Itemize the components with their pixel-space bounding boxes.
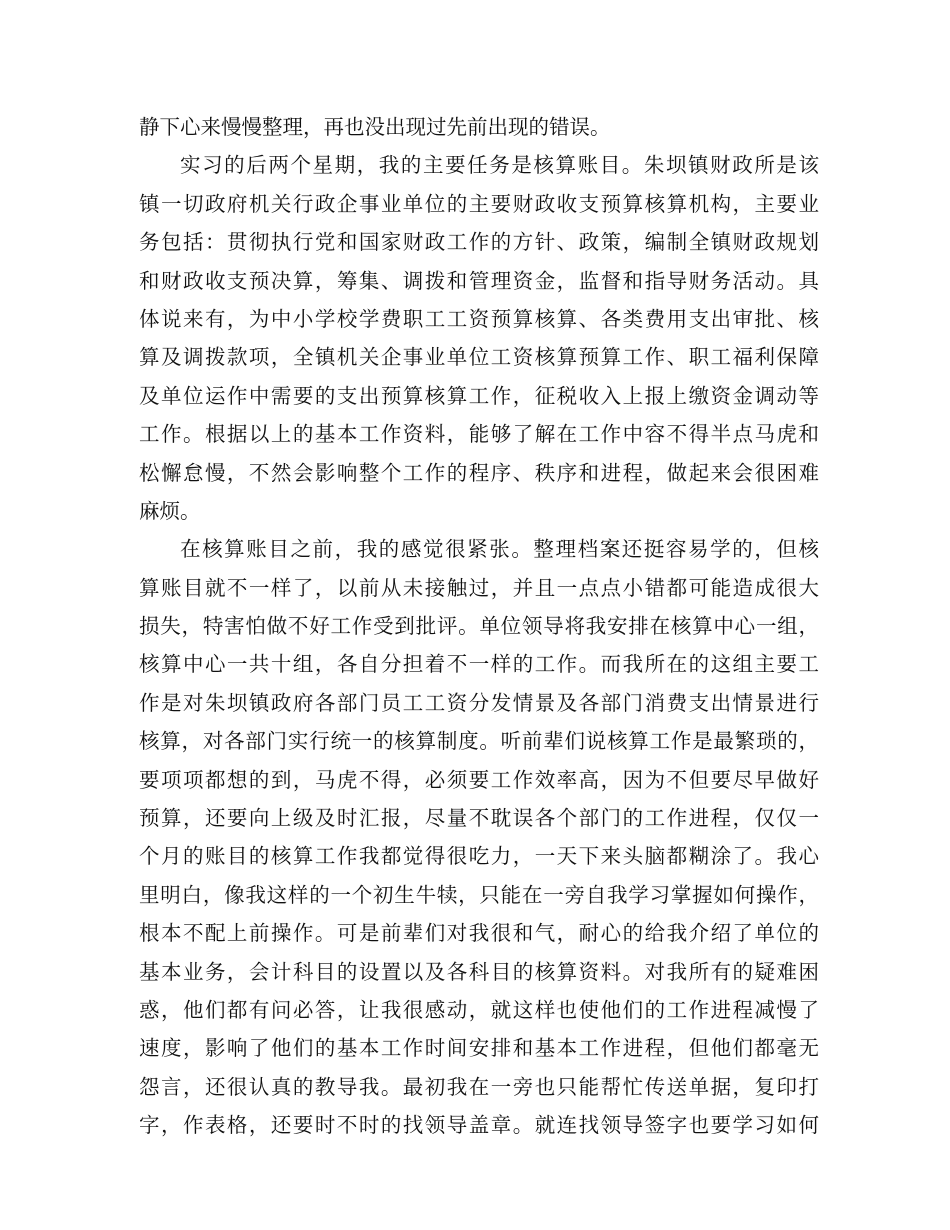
text-line: 实习的后两个星期，我的主要任务是核算账目。朱坝镇财政所是该 bbox=[180, 153, 819, 178]
text-line: 和财政收支预决算，筹集、调拨和管理资金，监督和指导财务活动。具 bbox=[139, 268, 819, 293]
text-line: 及单位运作中需要的支出预算核算工作，征税收入上报上缴资金调动等 bbox=[139, 383, 819, 408]
text-line: 麻烦。 bbox=[139, 498, 201, 523]
text-line: 核算，对各部门实行统一的核算制度。听前辈们说核算工作是最繁琐的， bbox=[139, 729, 819, 754]
text-line: 镇一切政府机关行政企事业单位的主要财政收支预算核算机构，主要业 bbox=[139, 191, 819, 216]
text-line: 务包括：贯彻执行党和国家财政工作的方针、政策，编制全镇财政规划 bbox=[139, 230, 819, 255]
text-line: 要项项都想的到，马虎不得，必须要工作效率高，因为不但要尽早做好 bbox=[139, 767, 819, 792]
text-line: 个月的账目的核算工作我都觉得很吃力，一天下来头脑都糊涂了。我心 bbox=[139, 844, 819, 869]
text-line: 预算，还要向上级及时汇报，尽量不耽误各个部门的工作进程，仅仅一 bbox=[139, 806, 819, 831]
text-line: 基本业务，会计科目的设置以及各科目的核算资料。对我所有的疑难困 bbox=[139, 959, 819, 984]
text-line: 在核算账目之前，我的感觉很紧张。整理档案还挺容易学的，但核 bbox=[180, 537, 819, 562]
text-line: 静下心来慢慢整理，再也没出现过先前出现的错误。 bbox=[139, 115, 611, 139]
text-line: 松懈怠慢，不然会影响整个工作的程序、秩序和进程，做起来会很困难 bbox=[139, 460, 819, 485]
text-line: 里明白，像我这样的一个初生牛犊，只能在一旁自我学习掌握如何操作， bbox=[139, 882, 819, 907]
text-line: 核算中心一共十组，各自分担着不一样的工作。而我所在的这组主要工 bbox=[139, 652, 819, 677]
body-text bbox=[139, 108, 819, 1145]
text-line: 体说来有，为中小学校学费职工工资预算核算、各类费用支出审批、核 bbox=[139, 306, 819, 331]
text-line: 字，作表格，还要时不时的找领导盖章。就连找领导签字也要学习如何 bbox=[139, 1113, 819, 1138]
text-line: 算账目就不一样了，以前从未接触过，并且一点点小错都可能造成很大 bbox=[139, 575, 819, 600]
text-line: 怨言，还很认真的教导我。最初我在一旁也只能帮忙传送单据，复印打 bbox=[139, 1074, 819, 1099]
text-line: 损失，特害怕做不好工作受到批评。单位领导将我安排在核算中心一组， bbox=[139, 614, 819, 639]
text-line: 速度，影响了他们的基本工作时间安排和基本工作进程，但他们都毫无 bbox=[139, 1036, 819, 1061]
text-line: 根本不配上前操作。可是前辈们对我很和气，耐心的给我介绍了单位的 bbox=[139, 921, 819, 946]
text-line: 作是对朱坝镇政府各部门员工工资分发情景及各部门消费支出情景进行 bbox=[139, 690, 819, 715]
text-line: 算及调拨款项，全镇机关企事业单位工资核算预算工作、职工福利保障 bbox=[139, 345, 819, 370]
text-line: 工作。根据以上的基本工作资料，能够了解在工作中容不得半点马虎和 bbox=[139, 422, 819, 447]
text-line: 惑，他们都有问必答，让我很感动，就这样也使他们的工作进程减慢了 bbox=[139, 997, 819, 1022]
